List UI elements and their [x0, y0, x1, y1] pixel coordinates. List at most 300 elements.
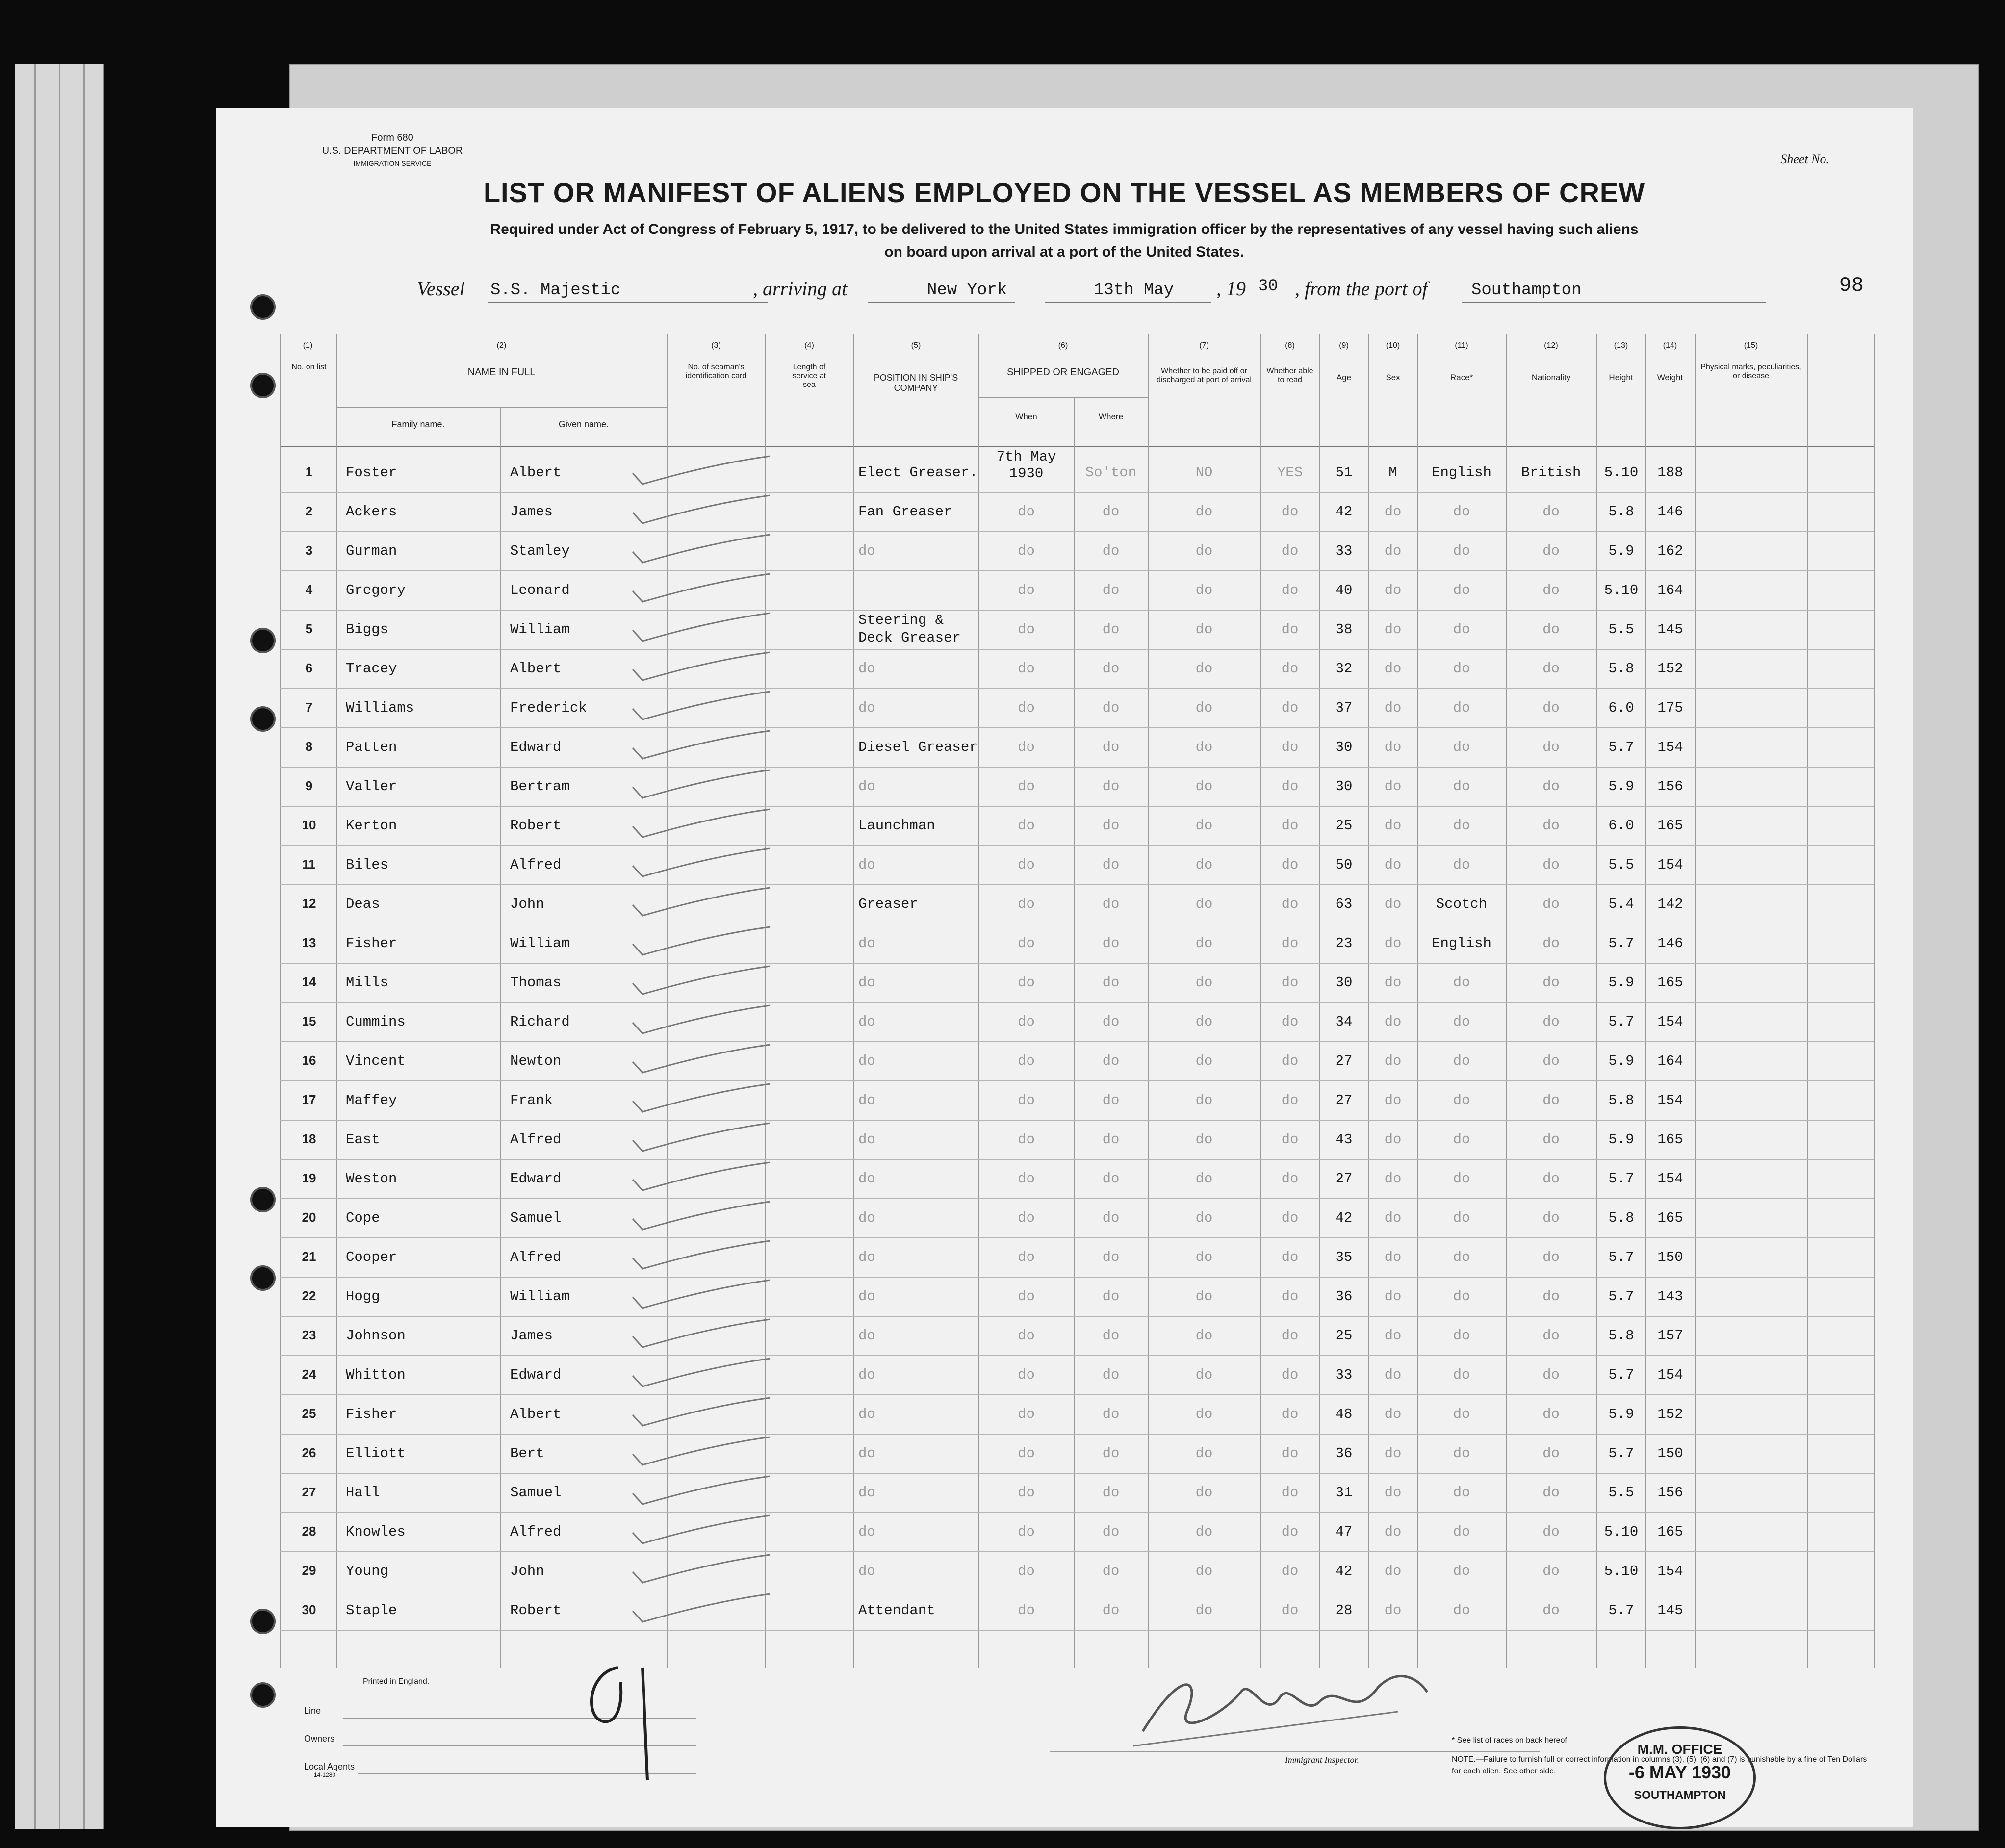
cell-read: do — [1281, 1602, 1299, 1618]
cell-position: do — [858, 1131, 875, 1148]
cell-family: Patten — [346, 739, 397, 755]
cell-family: Fisher — [346, 1406, 397, 1422]
cell-sex: do — [1384, 661, 1402, 677]
cell-where: do — [1102, 661, 1120, 677]
cell-weight: 154 — [1657, 1563, 1683, 1579]
cell-nat: do — [1542, 739, 1560, 755]
cell-family: Fisher — [346, 935, 397, 951]
cell-when: 7th May 1930 — [996, 449, 1056, 482]
table-row — [216, 964, 1913, 1002]
cell-sex: do — [1384, 1563, 1402, 1579]
cell-nat: do — [1542, 857, 1560, 873]
cell-paid: do — [1195, 1092, 1213, 1108]
cell-no: 25 — [302, 1406, 316, 1421]
cell-nat: do — [1542, 1445, 1560, 1462]
cell-paid: do — [1195, 661, 1213, 677]
cell-height: 5.7 — [1608, 739, 1634, 755]
cell-nat: do — [1542, 1406, 1560, 1422]
cell-sex: do — [1384, 739, 1402, 755]
table-row — [216, 1121, 1913, 1159]
cell-height: 5.8 — [1608, 1092, 1634, 1108]
stamp-date: -6 MAY 1930 — [1628, 1762, 1731, 1782]
cell-family: Williams — [346, 700, 414, 716]
cell-position: do — [858, 1249, 875, 1265]
cell-no: 9 — [305, 778, 313, 793]
col-num-11: (11) — [1455, 341, 1468, 350]
inspector-label: Immigrant Inspector. — [1285, 1755, 1359, 1765]
header-nationality: Nationality — [1531, 373, 1571, 382]
cell-nat: do — [1542, 1210, 1560, 1226]
cell-age: 33 — [1335, 543, 1353, 559]
cell-sex: do — [1384, 1445, 1402, 1462]
stamp-bottom: SOUTHAMPTON — [1634, 1789, 1726, 1802]
cell-race: do — [1453, 818, 1470, 834]
cell-when: do — [1018, 739, 1035, 755]
cell-given: Albert — [510, 661, 562, 677]
cell-family: Whitton — [346, 1367, 406, 1383]
col-num-9: (9) — [1339, 341, 1349, 350]
cell-no: 12 — [302, 896, 316, 911]
cell-race: do — [1453, 1131, 1470, 1148]
cell-race: do — [1453, 1249, 1470, 1265]
cell-where: do — [1102, 1485, 1120, 1501]
cell-read: do — [1281, 1367, 1299, 1383]
cell-paid: do — [1195, 1288, 1213, 1305]
check-mark-icon — [628, 964, 775, 1003]
cell-position: Steering & Deck Greaser — [858, 612, 961, 646]
check-mark-icon — [628, 1356, 775, 1395]
cell-sex: do — [1384, 1328, 1402, 1344]
office-stamp — [1604, 1726, 1756, 1829]
cell-nat: do — [1542, 1602, 1560, 1618]
cell-no: 26 — [302, 1445, 316, 1460]
cell-position: do — [858, 1367, 875, 1383]
col-num-15: (15) — [1744, 341, 1758, 350]
cell-weight: 154 — [1657, 1014, 1683, 1030]
cell-when: do — [1018, 621, 1035, 638]
cell-where: do — [1102, 1288, 1120, 1305]
cell-paid: do — [1195, 1563, 1213, 1579]
cell-nat: do — [1542, 1092, 1560, 1108]
cell-when: do — [1018, 1092, 1035, 1108]
cell-where: do — [1102, 1053, 1120, 1069]
cell-family: Cooper — [346, 1249, 397, 1265]
cell-height: 5.7 — [1608, 1602, 1634, 1618]
cell-nat: do — [1542, 1171, 1560, 1187]
departure-port: Southampton — [1471, 281, 1582, 300]
cell-race: do — [1453, 1406, 1470, 1422]
cell-family: Valler — [346, 778, 397, 795]
cell-given: Alfred — [510, 1249, 562, 1265]
cell-position: Launchman — [858, 818, 935, 834]
cell-position: do — [858, 1328, 875, 1344]
cell-paid: do — [1195, 1602, 1213, 1618]
cell-sex: do — [1384, 1485, 1402, 1501]
cell-where: do — [1102, 975, 1120, 991]
cell-race: do — [1453, 1524, 1470, 1540]
cell-family: Knowles — [346, 1524, 406, 1540]
cell-height: 5.4 — [1608, 896, 1634, 912]
cell-height: 6.0 — [1608, 818, 1634, 834]
cell-given: Bertram — [510, 778, 570, 795]
cell-no: 13 — [302, 935, 316, 950]
cell-sex: do — [1384, 1367, 1402, 1383]
cell-weight: 165 — [1657, 1524, 1683, 1540]
cell-weight: 175 — [1657, 700, 1683, 716]
cell-no: 20 — [302, 1210, 316, 1225]
cell-age: 42 — [1335, 1563, 1353, 1579]
cell-where: do — [1102, 1014, 1120, 1030]
cell-height: 6.0 — [1608, 700, 1634, 716]
cell-where: do — [1102, 1249, 1120, 1265]
cell-family: Young — [346, 1563, 389, 1579]
cell-when: do — [1018, 857, 1035, 873]
cell-paid: do — [1195, 1053, 1213, 1069]
cell-race: do — [1453, 975, 1470, 991]
cell-given: Samuel — [510, 1210, 562, 1226]
cell-race: English — [1432, 935, 1491, 951]
cell-weight: 154 — [1657, 739, 1683, 755]
arrival-date: 13th May — [1094, 281, 1174, 300]
cell-read: do — [1281, 975, 1299, 991]
manifest-title: LIST OR MANIFEST OF ALIENS EMPLOYED ON THE VESSEL AS MEMBERS OF CREW — [483, 177, 1645, 208]
check-mark-icon — [628, 846, 775, 885]
check-mark-icon — [628, 689, 775, 728]
cell-where: do — [1102, 739, 1120, 755]
cell-height: 5.9 — [1608, 975, 1634, 991]
cell-age: 42 — [1335, 1210, 1353, 1226]
cell-family: Hall — [346, 1485, 380, 1501]
cell-age: 31 — [1335, 1485, 1353, 1501]
cell-position: do — [858, 778, 875, 795]
cell-weight: 143 — [1657, 1288, 1683, 1305]
header-id-card: No. of seaman's identification card — [685, 363, 747, 380]
cell-age: 40 — [1335, 582, 1353, 598]
cell-height: 5.8 — [1608, 1210, 1634, 1226]
cell-paid: do — [1195, 975, 1213, 991]
cell-height: 5.7 — [1608, 1249, 1634, 1265]
cell-no: 15 — [302, 1014, 316, 1028]
cell-age: 27 — [1335, 1053, 1353, 1069]
cell-family: Kerton — [346, 818, 397, 834]
cell-position: do — [858, 1171, 875, 1187]
cell-given: Albert — [510, 1406, 562, 1422]
header-no-on-list: No. on list — [291, 363, 327, 371]
cell-sex: do — [1384, 1092, 1402, 1108]
ink-mark — [569, 1653, 687, 1790]
cell-paid: do — [1195, 818, 1213, 834]
check-mark-icon — [628, 1042, 775, 1081]
header-where: Where — [1098, 412, 1124, 421]
table-row — [216, 493, 1913, 531]
check-mark-icon — [628, 493, 775, 532]
cell-position: Greaser — [858, 896, 918, 912]
cell-sex: do — [1384, 1053, 1402, 1069]
cell-read: do — [1281, 935, 1299, 951]
cell-where: do — [1102, 1524, 1120, 1540]
cell-no: 4 — [305, 582, 313, 597]
cell-sex: do — [1384, 1602, 1402, 1618]
cell-no: 7 — [305, 700, 313, 715]
cell-no: 27 — [302, 1485, 316, 1499]
cell-where: do — [1102, 504, 1120, 520]
check-mark-icon — [628, 1395, 775, 1435]
cell-height: 5.8 — [1608, 1328, 1634, 1344]
cell-weight: 142 — [1657, 896, 1683, 912]
cell-no: 17 — [302, 1092, 316, 1107]
cell-age: 27 — [1335, 1092, 1353, 1108]
cell-paid: do — [1195, 1406, 1213, 1422]
manifest-sheet — [216, 108, 1913, 1827]
header-shipped: SHIPPED OR ENGAGED — [1007, 367, 1119, 378]
header-when: When — [1015, 412, 1037, 421]
cell-family: Cope — [346, 1210, 380, 1226]
cell-family: Tracey — [346, 661, 397, 677]
cell-height: 5.5 — [1608, 857, 1634, 873]
cell-height: 5.10 — [1604, 1524, 1639, 1540]
cell-weight: 164 — [1657, 1053, 1683, 1069]
service: IMMIGRATION SERVICE — [353, 159, 432, 167]
cell-position: do — [858, 543, 875, 559]
cell-read: do — [1281, 1249, 1299, 1265]
cell-sex: do — [1384, 935, 1402, 951]
cell-position: do — [858, 935, 875, 951]
table-row — [216, 924, 1913, 963]
check-mark-icon — [628, 728, 775, 768]
line-label: Line — [304, 1706, 321, 1716]
cell-paid: do — [1195, 504, 1213, 520]
cell-no: 14 — [302, 975, 316, 989]
cell-age: 63 — [1335, 896, 1353, 912]
cell-nat: do — [1542, 1014, 1560, 1030]
cell-where: So'ton — [1085, 464, 1137, 481]
penalty-note: NOTE.—Failure to furnish full or correct information in columns (3), (5), (6) and (7) is punishable by a fine of Ten Dollars for each alien. See other side. — [1452, 1755, 1867, 1775]
sheet-number-label: Sheet No. — [1780, 152, 1829, 166]
cell-position: do — [858, 1445, 875, 1462]
check-mark-icon — [628, 1591, 775, 1631]
cell-weight: 164 — [1657, 582, 1683, 598]
cell-position: do — [858, 1288, 875, 1305]
printed-in-england: Printed in England. — [363, 1677, 430, 1686]
cell-family: Gurman — [346, 543, 397, 559]
cell-height: 5.7 — [1608, 935, 1634, 951]
cell-race: do — [1453, 700, 1470, 716]
cell-weight: 165 — [1657, 818, 1683, 834]
cell-height: 5.8 — [1608, 661, 1634, 677]
cell-when: do — [1018, 543, 1035, 559]
cell-no: 21 — [302, 1249, 316, 1264]
cell-paid: do — [1195, 582, 1213, 598]
cell-paid: do — [1195, 543, 1213, 559]
cell-age: 27 — [1335, 1171, 1353, 1187]
header-length-of-service: Length of service at sea — [792, 363, 826, 389]
cell-height: 5.10 — [1604, 1563, 1639, 1579]
cell-read: do — [1281, 1014, 1299, 1030]
cell-sex: do — [1384, 1288, 1402, 1305]
table-row — [216, 1238, 1913, 1277]
cell-when: do — [1018, 1524, 1035, 1540]
check-mark-icon — [628, 571, 775, 611]
cell-when: do — [1018, 778, 1035, 795]
header-height: Height — [1609, 373, 1633, 382]
local-agents-label: Local Agents — [304, 1762, 355, 1771]
cell-position: do — [858, 700, 875, 716]
cell-height: 5.10 — [1604, 464, 1639, 481]
cell-age: 36 — [1335, 1288, 1353, 1305]
cell-age: 28 — [1335, 1602, 1353, 1618]
cell-weight: 146 — [1657, 935, 1683, 951]
cell-read: do — [1281, 1445, 1299, 1462]
cell-weight: 165 — [1657, 1131, 1683, 1148]
cell-nat: do — [1542, 661, 1560, 677]
cell-read: do — [1281, 1485, 1299, 1501]
cell-read: do — [1281, 739, 1299, 755]
cell-read: do — [1281, 1288, 1299, 1305]
cell-age: 25 — [1335, 1328, 1353, 1344]
cell-nat: do — [1542, 896, 1560, 912]
cell-sex: do — [1384, 504, 1402, 520]
col-num-3: (3) — [711, 341, 721, 350]
cell-read: do — [1281, 504, 1299, 520]
cell-paid: do — [1195, 1328, 1213, 1344]
cell-paid: do — [1195, 1014, 1213, 1030]
table-row — [216, 1160, 1913, 1198]
cell-age: 30 — [1335, 778, 1353, 795]
cell-where: do — [1102, 582, 1120, 598]
cell-nat: do — [1542, 582, 1560, 598]
cell-nat: do — [1542, 1563, 1560, 1579]
cell-given: Richard — [510, 1014, 570, 1030]
cell-nat: do — [1542, 543, 1560, 559]
header-physical-marks: Physical marks, peculiarities, or disease — [1700, 363, 1801, 380]
cell-no: 16 — [302, 1053, 316, 1068]
cell-given: Thomas — [510, 975, 562, 991]
cell-race: do — [1453, 621, 1470, 638]
cell-age: 34 — [1335, 1014, 1353, 1030]
owners-label: Owners — [304, 1734, 335, 1744]
cell-where: do — [1102, 1210, 1120, 1226]
cell-height: 5.9 — [1608, 543, 1634, 559]
cell-where: do — [1102, 1602, 1120, 1618]
cell-where: do — [1102, 1092, 1120, 1108]
cell-when: do — [1018, 1367, 1035, 1383]
cell-position: do — [858, 1053, 875, 1069]
cell-given: Stamley — [510, 543, 570, 559]
table-row — [216, 1003, 1913, 1041]
cell-family: Biggs — [346, 621, 389, 638]
cell-weight: 156 — [1657, 1485, 1683, 1501]
cell-when: do — [1018, 1288, 1035, 1305]
cell-read: do — [1281, 857, 1299, 873]
cell-age: 35 — [1335, 1249, 1353, 1265]
cell-family: Gregory — [346, 582, 406, 598]
cell-when: do — [1018, 661, 1035, 677]
cell-paid: do — [1195, 1210, 1213, 1226]
cell-age: 38 — [1335, 621, 1353, 638]
cell-when: do — [1018, 1014, 1035, 1030]
cell-weight: 188 — [1657, 464, 1683, 481]
table-row — [216, 1356, 1913, 1394]
cell-sex: do — [1384, 700, 1402, 716]
stamp-top: M.M. OFFICE — [1637, 1742, 1722, 1757]
cell-age: 25 — [1335, 818, 1353, 834]
cell-sex: do — [1384, 896, 1402, 912]
cell-when: do — [1018, 1210, 1035, 1226]
cell-when: do — [1018, 1053, 1035, 1069]
cell-race: do — [1453, 1210, 1470, 1226]
cell-read: do — [1281, 621, 1299, 638]
check-mark-icon — [628, 924, 775, 964]
cell-no: 1 — [305, 464, 313, 479]
form-header — [289, 131, 495, 170]
cell-where: do — [1102, 1171, 1120, 1187]
cell-position: do — [858, 975, 875, 991]
check-mark-icon — [628, 1552, 775, 1591]
cell-where: do — [1102, 1563, 1120, 1579]
cell-paid: do — [1195, 621, 1213, 638]
table-row — [216, 532, 1913, 570]
cell-nat: do — [1542, 778, 1560, 795]
check-mark-icon — [628, 1278, 775, 1317]
cell-where: do — [1102, 1367, 1120, 1383]
check-mark-icon — [628, 1435, 775, 1474]
form-code: 14-1280 — [314, 1771, 336, 1778]
cell-when: do — [1018, 1249, 1035, 1265]
cell-weight: 145 — [1657, 621, 1683, 638]
col-num-6: (6) — [1058, 341, 1068, 350]
cell-when: do — [1018, 1445, 1035, 1462]
col-num-1: (1) — [303, 341, 313, 350]
table-row — [216, 611, 1913, 649]
cell-height: 5.9 — [1608, 1131, 1634, 1148]
col-num-13: (13) — [1614, 341, 1628, 350]
cell-race: do — [1453, 1328, 1470, 1344]
cell-nat: do — [1542, 1328, 1560, 1344]
cell-race: do — [1453, 857, 1470, 873]
cell-weight: 150 — [1657, 1249, 1683, 1265]
cell-family: Biles — [346, 857, 389, 873]
cell-age: 51 — [1335, 464, 1353, 481]
col-num-7: (7) — [1199, 341, 1209, 350]
vessel-line — [216, 277, 1913, 307]
cell-sex: do — [1384, 621, 1402, 638]
cell-no: 23 — [302, 1328, 316, 1342]
cell-weight: 146 — [1657, 504, 1683, 520]
cell-given: William — [510, 935, 570, 951]
vessel-label: Vessel — [417, 278, 465, 300]
cell-sex: do — [1384, 818, 1402, 834]
cell-no: 18 — [302, 1131, 316, 1146]
cell-sex: do — [1384, 1249, 1402, 1265]
cell-no: 28 — [302, 1524, 316, 1539]
crew-table — [216, 334, 1913, 1756]
table-row — [216, 1513, 1913, 1551]
check-mark-icon — [628, 1160, 775, 1199]
cell-sex: do — [1384, 543, 1402, 559]
cell-family: Cummins — [346, 1014, 406, 1030]
cell-family: East — [346, 1131, 380, 1148]
cell-when: do — [1018, 504, 1035, 520]
cell-family: Mills — [346, 975, 389, 991]
cell-read: do — [1281, 582, 1299, 598]
cell-sex: do — [1384, 975, 1402, 991]
cell-family: Ackers — [346, 504, 397, 520]
cell-position: do — [858, 857, 875, 873]
cell-read: do — [1281, 1563, 1299, 1579]
cell-sex: do — [1384, 1131, 1402, 1148]
cell-given: Newton — [510, 1053, 562, 1069]
cell-read: do — [1281, 1131, 1299, 1148]
